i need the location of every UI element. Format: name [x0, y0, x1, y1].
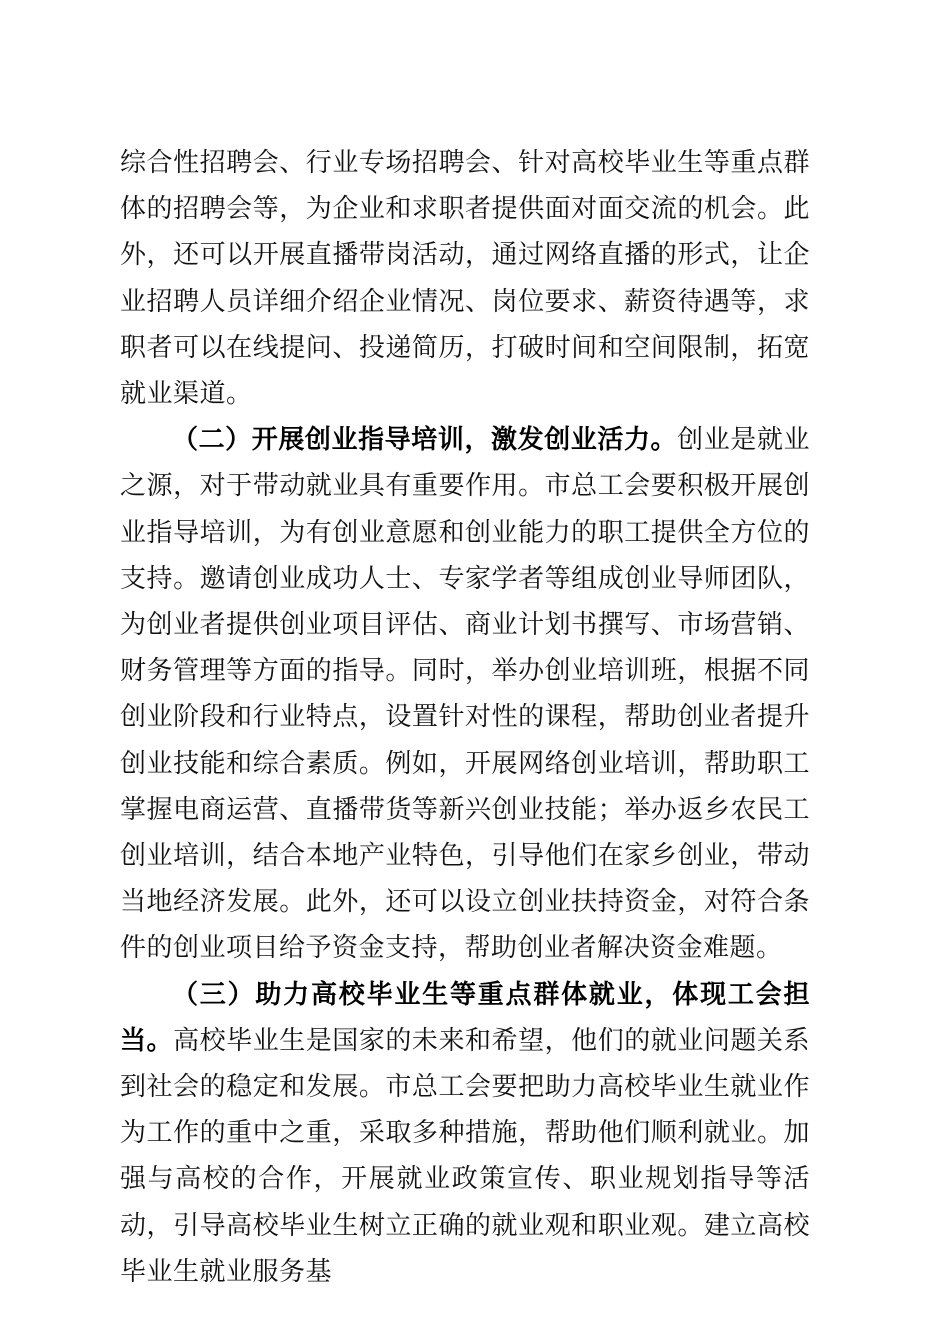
- document-body: [120, 140, 810, 1295]
- paragraph-3-text: 高校毕业生是国家的未来和希望，他们的就业问题关系到社会的稳定和发展。市总工会要把助力高校毕业生就业作为工作的重中之重，采取多种措施，帮助他们顺利就业。加强与高校的合作，开展就业政策宣传、职业规划指导等活动，引导高校毕业生树立正确的就业观和职业观。建立高校毕业生就业服务基: [120, 1025, 810, 1287]
- section-heading-3: （三）助力高校毕业生等重点群体就业，体现工会担当。: [120, 979, 810, 1056]
- paragraph-2: [120, 417, 810, 971]
- paragraph-1-text: 综合性招聘会、行业专场招聘会、针对高校毕业生等重点群体的招聘会等，为企业和求职者提供面对面交流的机会。此外，还可以开展直播带岗活动，通过网络直播的形式，让企业招聘人员详细介绍企业情况、岗位要求、薪资待遇等，求职者可以在线提问、投递简历，打破时间和空间限制，拓宽就业渠道。: [120, 148, 810, 410]
- section-heading-2: （二）开展创业指导培训，激发创业活力。: [172, 425, 678, 456]
- paragraph-3: [120, 972, 810, 1295]
- paragraph-1: [120, 140, 810, 417]
- paragraph-2-text: 创业是就业之源，对于带动就业具有重要作用。市总工会要积极开展创业指导培训，为有创业意愿和创业能力的职工提供全方位的支持。邀请创业成功人士、专家学者等组成创业导师团队，为创业者提供创业项目评估、商业计划书撰写、市场营销、财务管理等方面的指导。同时，举办创业培训班，根据不同创业阶段和行业特点，设置针对性的课程，帮助创业者提升创业技能和综合素质。例如，开展网络创业培训，帮助职工掌握电商运营、直播带货等新兴创业技能；举办返乡农民工创业培训，结合本地产业特色，引导他们在家乡创业，带动当地经济发展。此外，还可以设立创业扶持资金，对符合条件的创业项目给予资金支持，帮助创业者解决资金难题。: [120, 425, 810, 964]
